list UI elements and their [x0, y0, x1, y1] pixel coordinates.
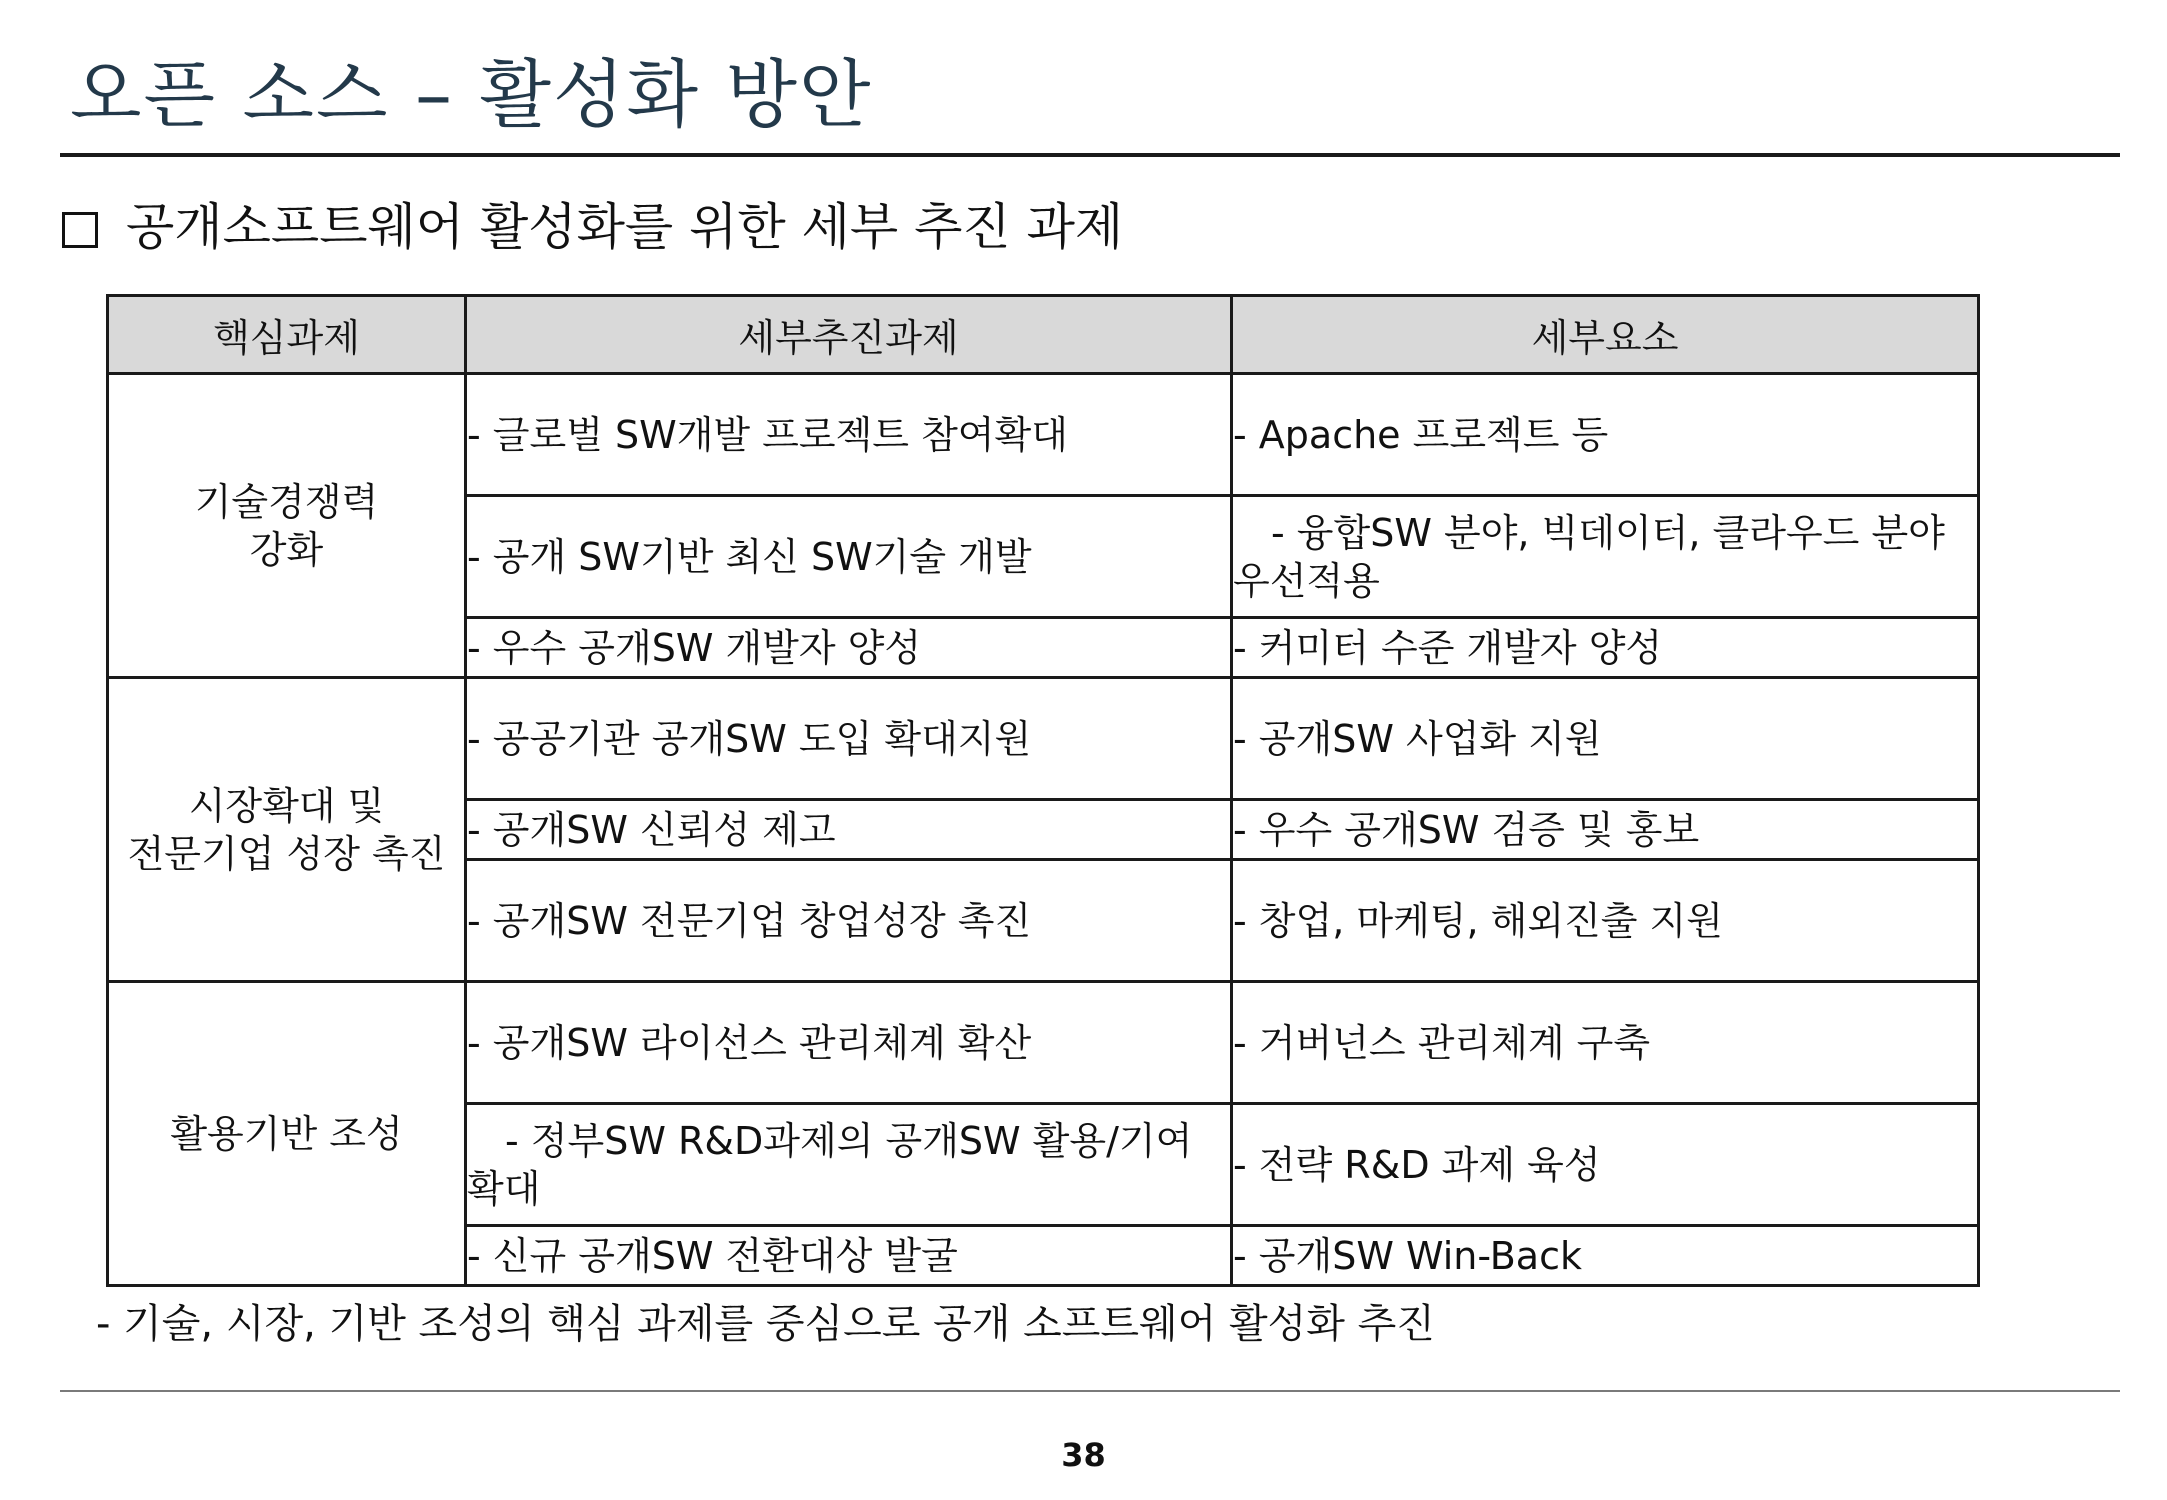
- square-bullet-icon: [62, 212, 98, 248]
- detail-element-cell: - 공개SW 사업화 지원: [1232, 678, 1979, 800]
- detailed-task-cell: - 글로벌 SW개발 프로젝트 참여확대: [466, 374, 1232, 496]
- core-task-cell: [108, 678, 466, 982]
- core-task-cell: [108, 982, 466, 1286]
- table-header-row: [108, 296, 1979, 374]
- title-divider: [60, 153, 2120, 157]
- header-core-task: 핵심과제: [108, 296, 466, 374]
- table-row: [108, 678, 1979, 800]
- footnote: - 기술, 시장, 기반 조성의 핵심 과제를 중심으로 공개 소프트웨어 활성화 추진: [96, 1301, 1435, 1347]
- detailed-task-cell: - 우수 공개SW 개발자 양성: [466, 618, 1232, 678]
- detail-element-cell: - 창업, 마케팅, 해외진출 지원: [1232, 860, 1979, 982]
- task-table: [106, 294, 1980, 1287]
- header-detailed-task: 세부추진과제: [466, 296, 1232, 374]
- page-title: 오픈 소스 – 활성화 방안: [70, 52, 873, 138]
- detailed-task-cell: - 신규 공개SW 전환대상 발굴: [466, 1226, 1232, 1286]
- core-task-line: 강화: [249, 527, 324, 572]
- table-row: [108, 374, 1979, 496]
- core-task-line: 기술경쟁력: [194, 479, 379, 524]
- section-heading-text: 공개소프트웨어 활성화를 위한 세부 추진 과제: [126, 198, 1124, 256]
- detailed-task-cell: - 공개 SW기반 최신 SW기술 개발: [466, 496, 1232, 618]
- core-task-line: 전문기업 성장 촉진: [127, 831, 446, 876]
- detail-element-cell: - Apache 프로젝트 등: [1232, 374, 1979, 496]
- header-detail-element: 세부요소: [1232, 296, 1979, 374]
- core-task-line: 활용기반 조성: [170, 1111, 403, 1156]
- detailed-task-cell: - 공개SW 전문기업 창업성장 촉진: [466, 860, 1232, 982]
- detail-element-cell: - 우수 공개SW 검증 및 홍보: [1232, 800, 1979, 860]
- detailed-task-cell: - 정부SW R&D과제의 공개SW 활용/기여 확대: [466, 1104, 1232, 1226]
- section-heading: [62, 198, 1124, 256]
- detailed-task-cell: - 공개SW 라이선스 관리체계 확산: [466, 982, 1232, 1104]
- core-task-line: 시장확대 및: [188, 783, 385, 828]
- detailed-task-cell: - 공개SW 신뢰성 제고: [466, 800, 1232, 860]
- detailed-task-cell: - 공공기관 공개SW 도입 확대지원: [466, 678, 1232, 800]
- detail-element-cell: - 거버넌스 관리체계 구축: [1232, 982, 1979, 1104]
- core-task-cell: [108, 374, 466, 678]
- detail-element-cell: - 전략 R&D 과제 육성: [1232, 1104, 1979, 1226]
- page-number: 38: [1061, 1436, 1106, 1474]
- footer-divider: [60, 1390, 2120, 1392]
- detail-element-cell: - 커미터 수준 개발자 양성: [1232, 618, 1979, 678]
- detail-element-cell: - 융합SW 분야, 빅데이터, 클라우드 분야 우선적용: [1232, 496, 1979, 618]
- table-row: [108, 982, 1979, 1104]
- detail-element-cell: - 공개SW Win-Back: [1232, 1226, 1979, 1286]
